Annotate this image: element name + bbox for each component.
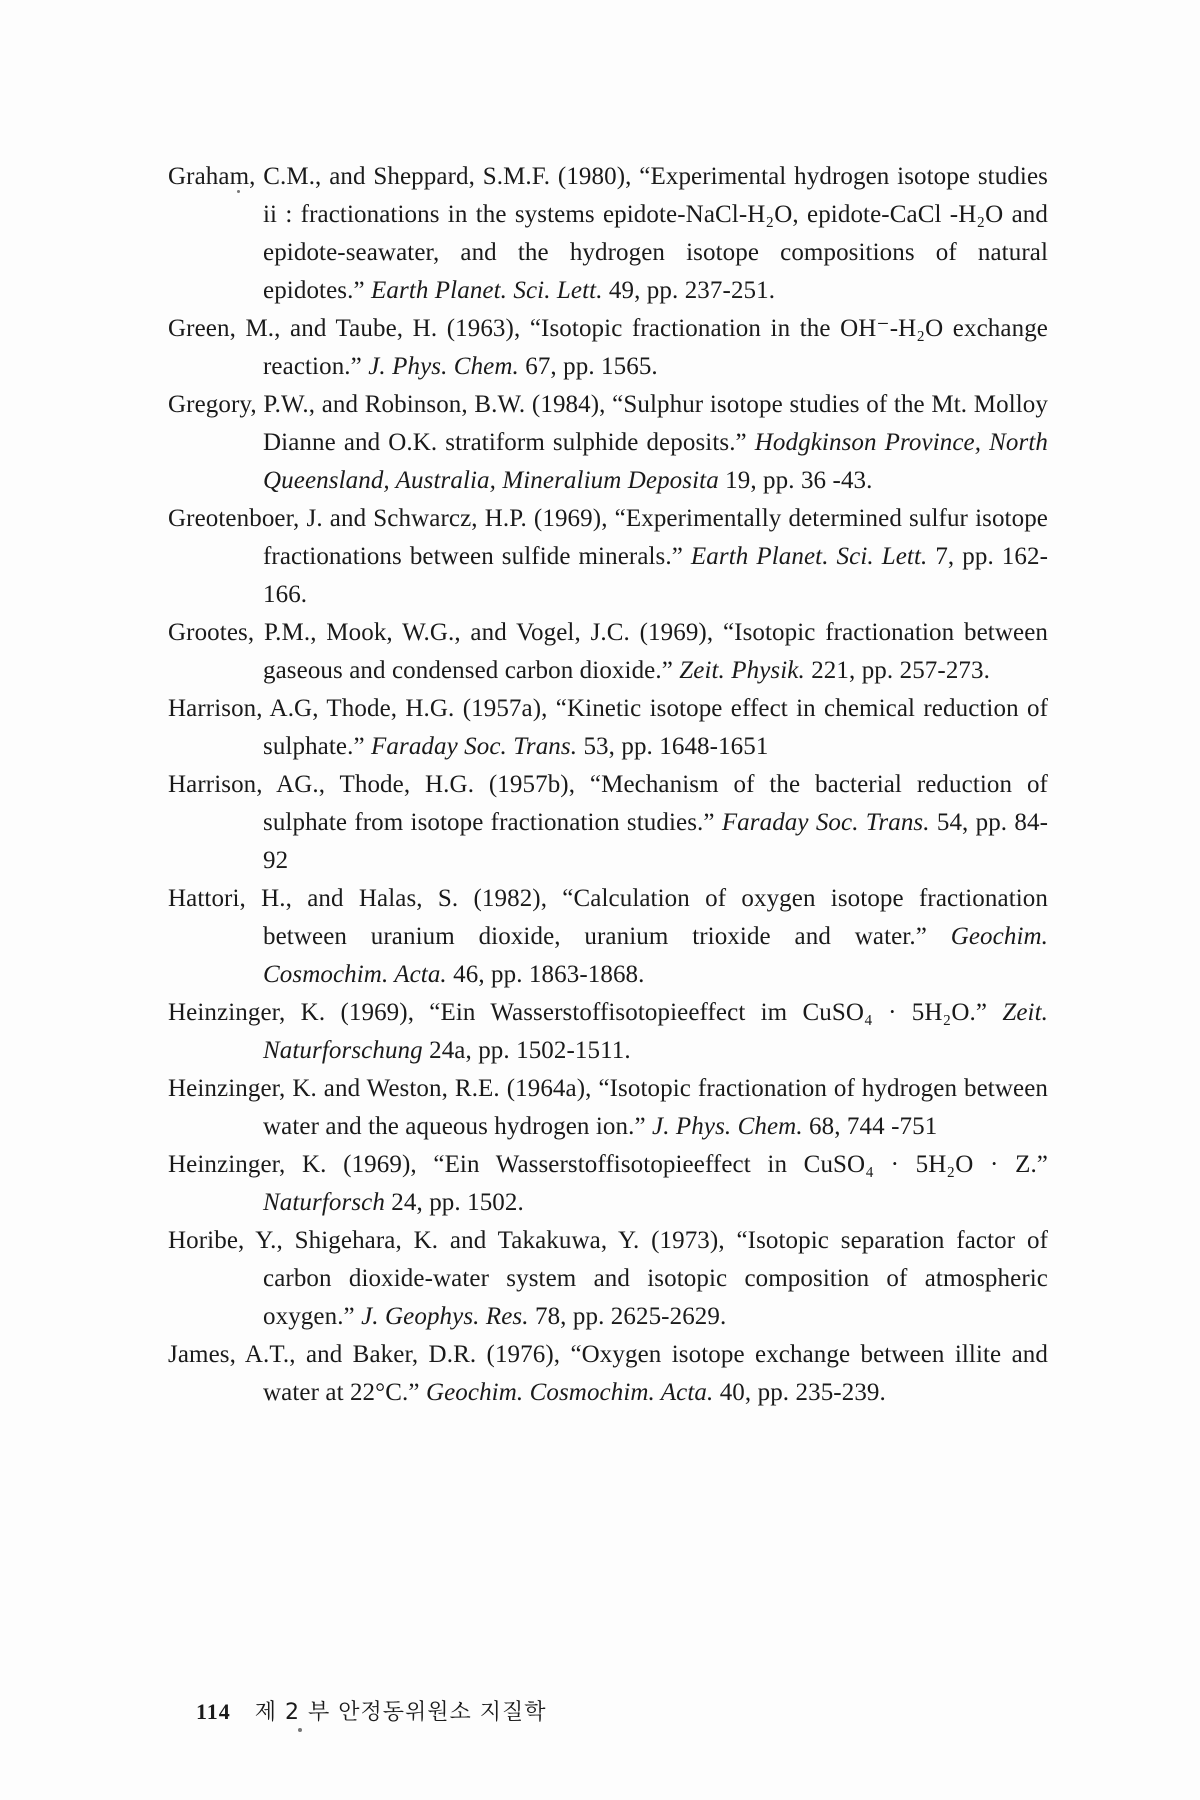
page-footer	[196, 1695, 547, 1726]
reference-entry	[168, 158, 1048, 310]
reference-source: J. Geophys. Res.	[361, 1303, 529, 1330]
reference-entry	[168, 690, 1048, 766]
reference-entry	[168, 310, 1048, 386]
reference-text: Grootes, P.M., Mook, W.G., and Vogel, J.C. (1969), “Isotopic fractionation between gaseous and condensed carbon dioxide.”	[168, 619, 1048, 684]
reference-details: 78, pp. 2625-2629.	[528, 1303, 727, 1330]
reference-text: James, A.T., and Baker, D.R. (1976), “Oxygen isotope exchange between illite and water at 22°C.”	[168, 1341, 1048, 1406]
reference-source: Geochim. Cosmochim. Acta.	[263, 923, 1048, 988]
reference-text: Heinzinger, K. (1969), “Ein Wasserstoffisotopieeffect in CuSO₄ · 5H₂O · Z.”	[168, 1151, 1048, 1178]
reference-entry	[168, 1222, 1048, 1336]
reference-source: Zeit. Naturforschung	[263, 999, 1048, 1064]
reference-entry	[168, 994, 1048, 1070]
reference-text: Horibe, Y., Shigehara, K. and Takakuwa, Y. (1973), “Isotopic separation factor of carbon dioxide-water system and isotopic composition of atmospheric oxygen.”	[168, 1227, 1048, 1330]
reference-details: 40, pp. 235-239.	[713, 1379, 886, 1406]
reference-details: 54, pp. 84-92	[263, 809, 1048, 874]
reference-source: Hodgkinson Province, North Queensland, Australia, Mineralium Deposita	[263, 429, 1048, 494]
reference-source: Earth Planet. Sci. Lett.	[690, 543, 928, 570]
reference-entry	[168, 766, 1048, 880]
reference-details: 19, pp. 36 -43.	[718, 467, 873, 494]
scan-speck	[237, 190, 240, 193]
reference-details: 24a, pp. 1502-1511.	[422, 1037, 631, 1064]
reference-source: Geochim. Cosmochim. Acta.	[425, 1379, 714, 1406]
reference-text: Heinzinger, K. (1969), “Ein Wasserstoffisotopieeffect im CuSO₄ · 5H₂O.”	[168, 999, 1003, 1026]
page-number: 114	[196, 1699, 231, 1724]
reference-text: Green, M., and Taube, H. (1963), “Isotopic fractionation in the OH⁻-H₂O exchange reaction.”	[168, 315, 1048, 380]
reference-entry	[168, 500, 1048, 614]
reference-details: 53, pp. 1648-1651	[577, 733, 769, 760]
reference-entry	[168, 1070, 1048, 1146]
reference-source: J. Phys. Chem.	[652, 1113, 803, 1140]
reference-text: Gregory, P.W., and Robinson, B.W. (1984), “Sulphur isotope studies of the Mt. Molloy Dianne and O.K. stratiform sulphide deposits.”	[168, 391, 1048, 456]
reference-details: 7, pp. 162-166.	[263, 543, 1048, 608]
reference-entry	[168, 1146, 1048, 1222]
reference-details: 49, pp. 237-251.	[602, 277, 776, 304]
reference-details: 67, pp. 1565.	[518, 353, 658, 380]
reference-text: Graham, C.M., and Sheppard, S.M.F. (1980), “Experimental hydrogen isotope studies ii : fractionations in the systems epidote-NaCl-H₂O, epidote-CaCl -H₂O and epidote-seawater, and the hydrogen isotope compositions of natural epidotes.”	[168, 163, 1048, 304]
reference-source: Faraday Soc. Trans.	[721, 809, 930, 836]
reference-source: Naturforsch	[263, 1189, 385, 1216]
reference-source: Zeit. Physik.	[679, 657, 805, 684]
reference-entry	[168, 386, 1048, 500]
reference-text: Greotenboer, J. and Schwarcz, H.P. (1969), “Experimentally determined sulfur isotope fractionations between sulfide minerals.”	[168, 505, 1048, 570]
reference-details: 46, pp. 1863-1868.	[446, 961, 645, 988]
reference-text: Hattori, H., and Halas, S. (1982), “Calculation of oxygen isotope fractionation between uranium dioxide, uranium trioxide and water.”	[168, 885, 1048, 950]
running-title: 제 2 부 안정동위원소 지질학	[254, 1700, 547, 1725]
reference-entry	[168, 614, 1048, 690]
reference-source: Faraday Soc. Trans.	[371, 733, 578, 760]
reference-details: 68, 744 -751	[802, 1113, 938, 1140]
reference-text: Harrison, A.G, Thode, H.G. (1957a), “Kinetic isotope effect in chemical reduction of sulphate.”	[168, 695, 1048, 760]
reference-list	[168, 158, 1048, 1412]
reference-source: Earth Planet. Sci. Lett.	[371, 277, 603, 304]
reference-text: Harrison, AG., Thode, H.G. (1957b), “Mechanism of the bacterial reduction of sulphate from isotope fractionation studies.”	[168, 771, 1048, 836]
reference-details: 24, pp. 1502.	[384, 1189, 524, 1216]
reference-entry	[168, 880, 1048, 994]
reference-text: Heinzinger, K. and Weston, R.E. (1964a), “Isotopic fractionation of hydrogen between water and the aqueous hydrogen ion.”	[168, 1075, 1048, 1140]
reference-details: 221, pp. 257-273.	[804, 657, 990, 684]
reference-source: J. Phys. Chem.	[368, 353, 519, 380]
reference-entry	[168, 1336, 1048, 1412]
scan-speck	[298, 1728, 302, 1732]
